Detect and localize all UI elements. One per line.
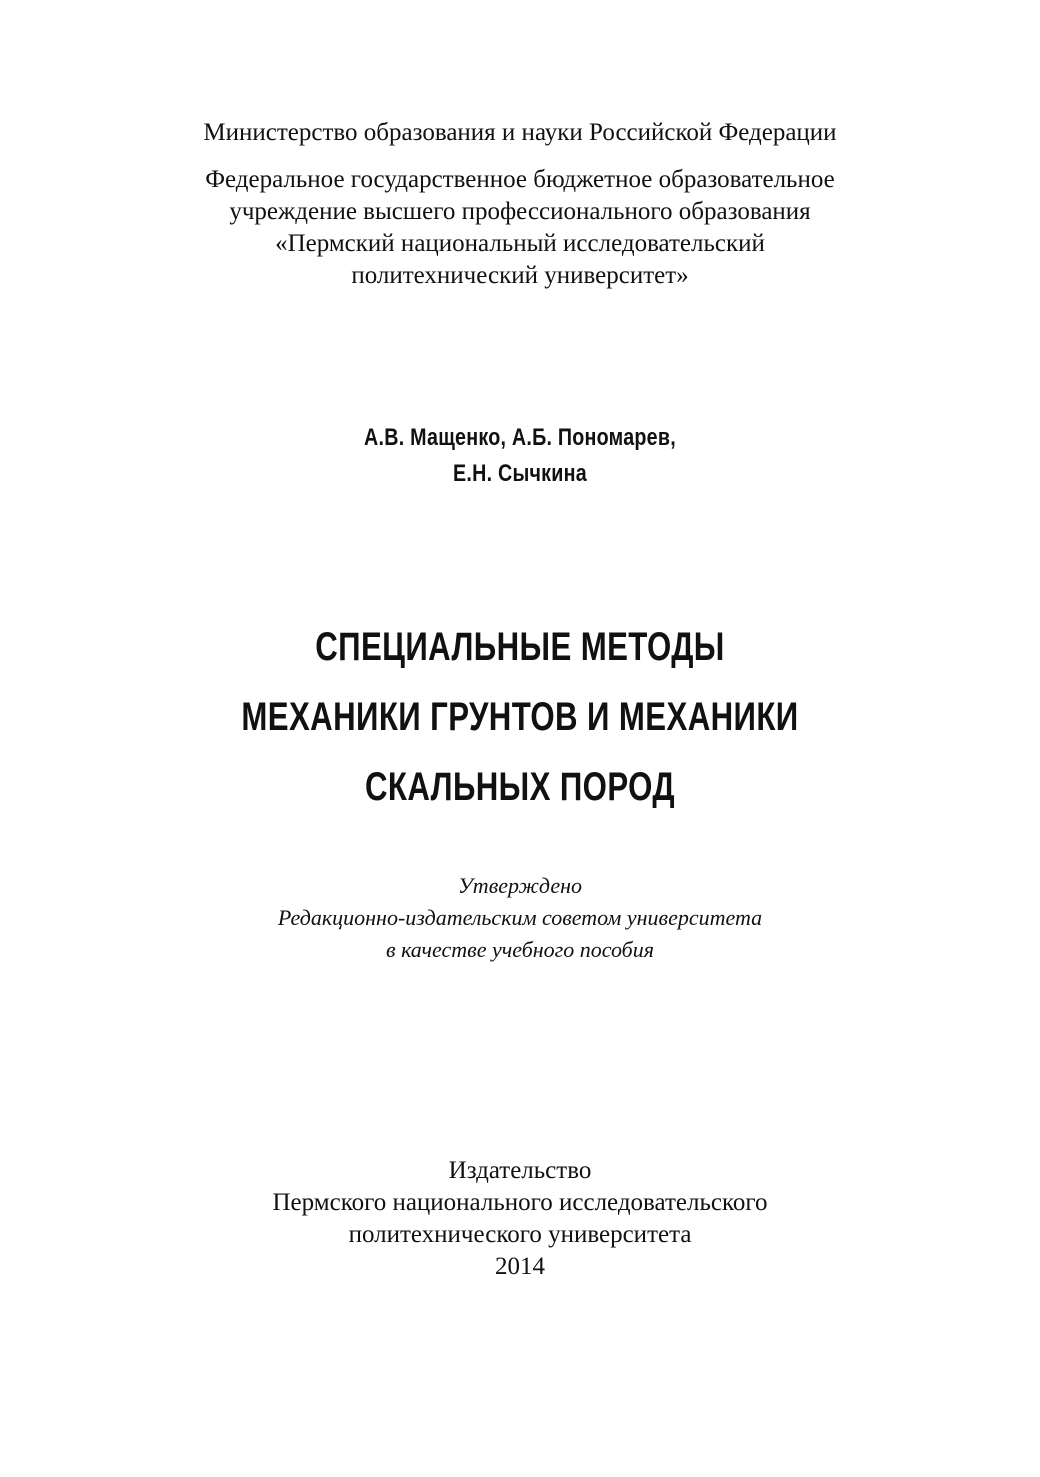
publication-year: 2014 bbox=[495, 1253, 545, 1280]
institution-line-1: Федеральное государственное бюджетное образовательное bbox=[205, 166, 835, 193]
approval-line-3: в качестве учебного пособия bbox=[386, 937, 654, 962]
authors-line-2: Е.Н. Сычкина bbox=[453, 460, 587, 487]
ministry-line: Министерство образования и науки Российской Федерации bbox=[203, 119, 837, 146]
ministry-heading bbox=[0, 118, 1040, 148]
title-line-2: МЕХАНИКИ ГРУНТОВ И МЕХАНИКИ bbox=[241, 695, 799, 739]
publisher-imprint bbox=[0, 1155, 1040, 1283]
title-line-3: СКАЛЬНЫХ ПОРОД bbox=[364, 765, 676, 809]
publisher-line-2: Пермского национального исследовательского bbox=[272, 1189, 768, 1216]
approval-line-1: Утверждено bbox=[458, 873, 582, 898]
institution-line-2: учреждение высшего профессионального образования bbox=[229, 198, 811, 225]
institution-line-3: «Пермский национальный исследовательский bbox=[275, 230, 765, 257]
institution-line-4: политехнический университет» bbox=[351, 262, 689, 289]
approval-note bbox=[0, 870, 1040, 966]
book-title bbox=[114, 612, 925, 822]
institution-name bbox=[0, 164, 1040, 292]
authors bbox=[94, 420, 947, 492]
approval-line-2: Редакционно-издательским советом университета bbox=[277, 905, 763, 930]
publisher-line-1: Издательство bbox=[448, 1157, 592, 1184]
publisher-line-3: политехнического университета bbox=[348, 1221, 692, 1248]
title-line-1: СПЕЦИАЛЬНЫЕ МЕТОДЫ bbox=[315, 625, 725, 669]
authors-line-1: А.В. Мащенко, А.Б. Пономарев, bbox=[364, 424, 676, 451]
